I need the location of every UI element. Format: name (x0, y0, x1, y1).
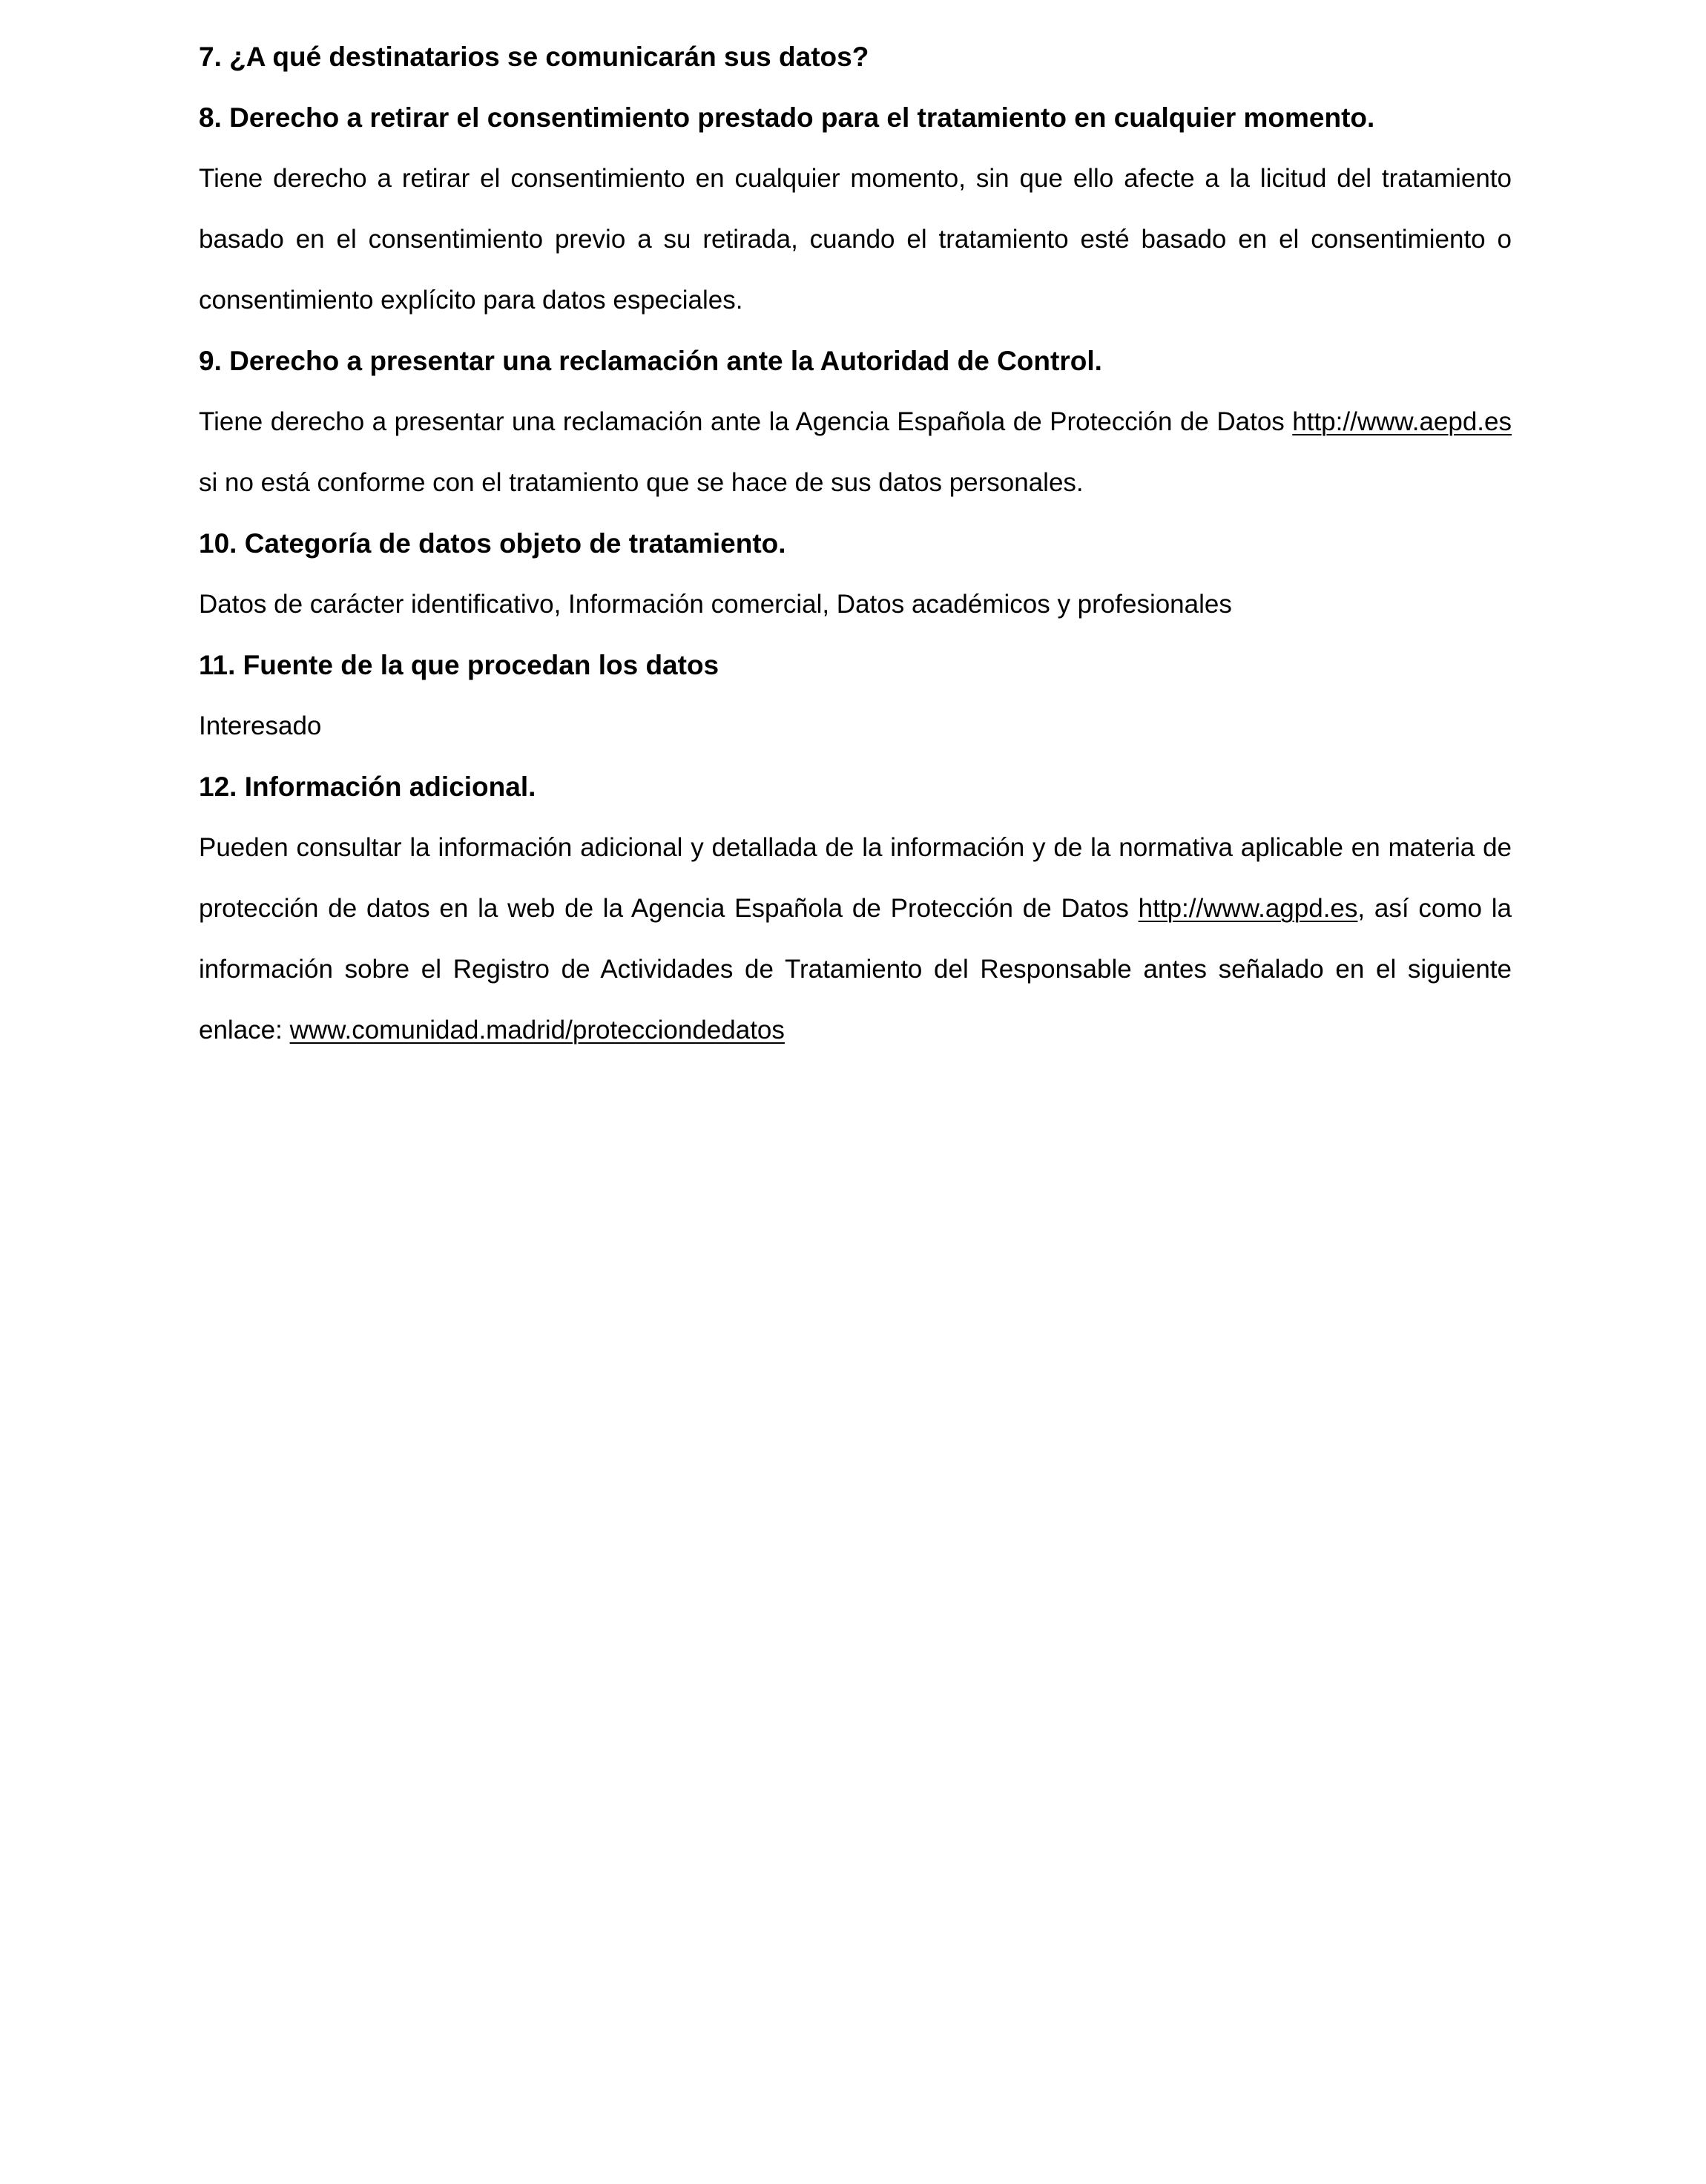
section-12-text-middle: , así como la información sobre el Registro de Actividades de Tratamiento del Responsable antes señalado en el siguiente enlace: (199, 894, 1512, 1045)
section-9-text-before: Tiene derecho a presentar una reclamación ante la Agencia Española de Protección de Datos (199, 407, 1293, 436)
section-9-text-after: si no está conforme con el tratamiento que se hace de sus datos personales. (199, 468, 1084, 497)
section-12-body (199, 818, 1512, 1061)
section-9-heading: 9. Derecho a presentar una reclamación ante la Autoridad de Control. (199, 346, 1102, 376)
document-body (199, 27, 1512, 1061)
section-8-body: Tiene derecho a retirar el consentimiento en cualquier momento, sin que ello afecte a la licitud del tratamiento basado en el consentimiento previo a su retirada, cuando el tratamiento esté basado en el consentimiento o consentimiento explícito para datos especiales. (199, 164, 1512, 315)
section-11-heading: 11. Fuente de la que procedan los datos (199, 650, 719, 680)
section-12-text-before: Pueden consultar la información adicional y detallada de la información y de la normativa aplicable en materia de protección de datos en la web de la Agencia Española de Protección de Datos (199, 833, 1512, 923)
section-10-body: Datos de carácter identificativo, Información comercial, Datos académicos y profesionales (199, 590, 1232, 619)
section-9-body (199, 392, 1512, 513)
section-10-heading: 10. Categoría de datos objeto de tratamiento. (199, 528, 786, 559)
section-11-body: Interesado (199, 711, 322, 740)
aepd-link[interactable]: http://www.aepd.es (1292, 407, 1512, 436)
section-12-heading: 12. Información adicional. (199, 772, 536, 802)
agpd-link[interactable]: http://www.agpd.es (1138, 894, 1358, 923)
section-7-heading: 7. ¿A qué destinatarios se comunicarán sus datos? (199, 42, 869, 72)
section-8-heading: 8. Derecho a retirar el consentimiento prestado para el tratamiento en cualquier momento. (199, 102, 1375, 133)
comunidad-madrid-link[interactable]: www.comunidad.madrid/protecciondedatos (289, 1016, 785, 1045)
